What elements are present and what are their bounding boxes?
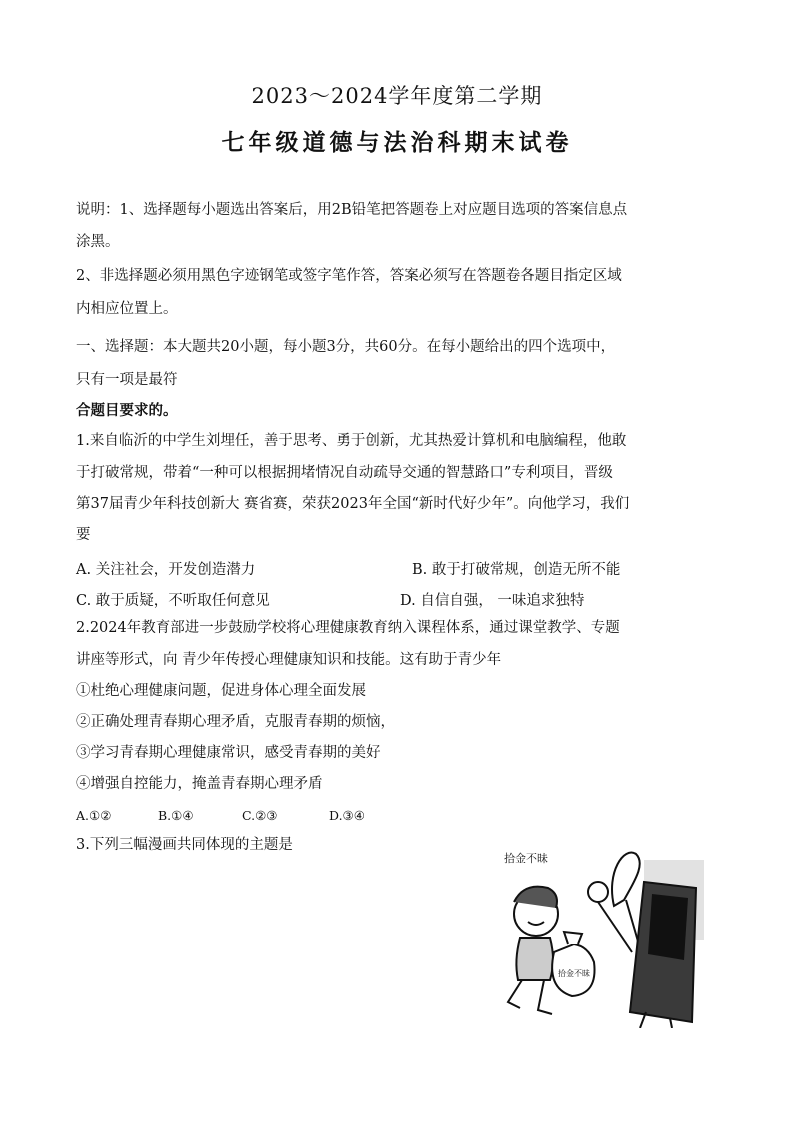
term-heading: 2023～2024学年度第二学期 bbox=[251, 84, 543, 108]
question-2-line-1: 2.2024年教育部进一步鼓励学校将心理健康教育纳入课程体系，通过课堂教学、专题 bbox=[76, 620, 620, 636]
question-2-statement-4: ④增强自控能力，掩盖青春期心理矛盾 bbox=[76, 776, 323, 792]
section-heading-line-1: 一、选择题：本大题共20小题，每小题3分，共60分。在每小题给出的四个选项中， bbox=[76, 339, 616, 355]
question-3-line-1: 3.下列三幅漫画共同体现的主题是 bbox=[76, 837, 293, 853]
question-1-line-3: 第37届青少年科技创新大 赛省赛，荣获2023年全国“新时代好少年”。向他学习，我们 bbox=[76, 496, 630, 512]
question-1-line-1: 1.来自临沂的中学生刘埋任，善于思考、勇于创新，尤其热爱计算机和电脑编程，他敢 bbox=[76, 433, 627, 449]
question-1-option-a: A. 关注社会，开发创造潜力 bbox=[76, 562, 256, 578]
question-2-option-c: C.②③ bbox=[242, 808, 278, 823]
question-1-line-4: 要 bbox=[76, 527, 91, 543]
section-heading-line-3: 合题目要求的。 bbox=[76, 402, 178, 419]
question-2-statement-2: ②正确处理青春期心理矛盾，克服青春期的烦恼， bbox=[76, 714, 395, 730]
question-2-line-2: 讲座等形式，向 青少年传授心理健康知识和技能。这有助于青少年 bbox=[76, 652, 502, 668]
instruction-line-3: 2、非选择题必须用黑色字迹钢笔或签字笔作答，答案必须写在答题卷各题目指定区域 bbox=[76, 268, 622, 284]
question-1-line-2: 于打破常规，带着“一种可以根据拥堵情况自动疏导交通的智慧路口”专利项目，晋级 bbox=[76, 465, 613, 481]
honesty-cartoon bbox=[494, 842, 716, 1028]
instruction-line-4: 内相应位置上。 bbox=[76, 301, 178, 317]
instruction-line-1: 说明：1、选择题每小题选出答案后，用2B铅笔把答题卷上对应题目选项的答案信息点 bbox=[76, 202, 628, 218]
cartoon-bag-label: 拾金不昧 bbox=[558, 969, 590, 978]
cartoon-caption: 拾金不昧 bbox=[504, 852, 548, 865]
question-2-option-a: A.①② bbox=[76, 808, 112, 823]
section-heading-line-2: 只有一项是最符 bbox=[76, 372, 178, 388]
question-2-statement-1: ①杜绝心理健康问题，促进身体心理全面发展 bbox=[76, 683, 366, 699]
question-2-option-d: D.③④ bbox=[329, 808, 365, 823]
question-1-option-b: B. 敢于打破常规，创造无所不能 bbox=[412, 562, 621, 578]
instruction-line-2: 涂黑。 bbox=[76, 234, 120, 250]
exam-title: 七年级道德与法治科期末试卷 bbox=[221, 129, 573, 156]
question-2-statement-3: ③学习青春期心理健康常识，感受青春期的美好 bbox=[76, 745, 381, 761]
question-2-option-b: B.①④ bbox=[158, 808, 194, 823]
question-1-option-c: C. 敢于质疑，不听取任何意见 bbox=[76, 593, 270, 609]
question-1-option-d: D. 自信自强， 一味追求独特 bbox=[400, 593, 585, 609]
